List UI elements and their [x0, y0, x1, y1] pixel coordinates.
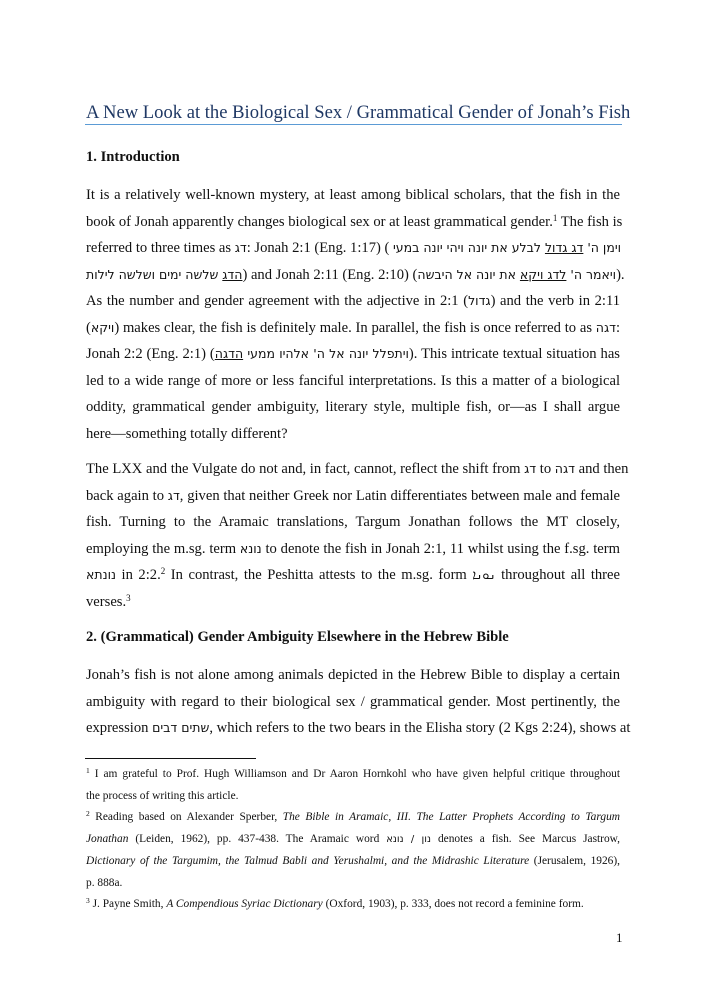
- footnote-ref: 2: [86, 809, 90, 819]
- text-run: p. 888a.: [86, 876, 123, 889]
- text-run: to denote the fish in Jonah 2:1, 11 whilst using the f.sg. term: [261, 540, 620, 557]
- underlined-text: הדג: [222, 266, 243, 282]
- text-run: ).: [616, 266, 625, 283]
- footnote-ref: 1: [86, 766, 90, 775]
- footnote-ref: 3: [86, 896, 90, 906]
- text-run: back again to: [86, 487, 168, 504]
- hebrew-text: דג: [234, 240, 247, 255]
- syriac-text: ܢܘܢܐ: [472, 567, 496, 582]
- hebrew-text: דגה: [554, 461, 575, 476]
- underlined-text: לדג ויקא: [519, 266, 567, 282]
- text-line: [86, 894, 620, 916]
- title-underline-rule: [85, 124, 622, 125]
- text-run: Reading based on Alexander Sperber,: [89, 811, 283, 824]
- text-run: (Jerusalem, 1926),: [529, 854, 621, 867]
- paragraph-2: [86, 456, 629, 615]
- text-run: The fish is: [557, 213, 623, 230]
- text-line: [86, 368, 620, 395]
- footnotes: [86, 764, 620, 916]
- underlined-text: דג גדול: [544, 240, 584, 255]
- text-run: referred to three times as: [86, 240, 235, 256]
- text-run: verses.: [86, 593, 127, 610]
- text-run: (Oxford, 1903), p. 333, does not record a feminine form.: [322, 898, 584, 911]
- text-line: [86, 536, 620, 563]
- text-line: [86, 209, 623, 236]
- footnote-ref: 1: [552, 212, 558, 223]
- text-run: throughout all three: [495, 567, 620, 583]
- text-run: :: [615, 319, 620, 336]
- text-line: [86, 341, 620, 368]
- section-heading-gender-ambiguity: 2. (Grammatical) Gender Ambiguity Elsewhere in the Hebrew Bible: [86, 629, 509, 645]
- footnote: [86, 807, 620, 894]
- hebrew-text: נונתא: [86, 567, 116, 582]
- text-run: : Jonah 2:1 (Eng. 1:17) (: [246, 240, 394, 256]
- text-line: [86, 873, 620, 895]
- text-line: [86, 421, 620, 448]
- text-line: [86, 483, 620, 510]
- text-run: ) and the verb in 2:11: [490, 293, 620, 309]
- text-line: [86, 262, 625, 289]
- text-run: ויאמר ה': [566, 266, 617, 282]
- hebrew-text: [393, 240, 621, 255]
- text-run: (Leiden, 1962), pp. 437-438. The Aramaic word: [128, 833, 387, 846]
- hebrew-text: דגה: [595, 319, 616, 335]
- hebrew-text: ויקא: [90, 319, 115, 335]
- italic-title: A Compendious Syriac Dictionary: [166, 898, 323, 911]
- footnote: [86, 894, 620, 916]
- text-run: employing the m.sg. term: [86, 540, 240, 557]
- text-run: , which refers to the two bears in the Elisha story (2 Kgs 2:24), shows at: [209, 720, 631, 736]
- hebrew-text: דג: [167, 487, 180, 503]
- text-run: It is a relatively well-known mystery, at least among biblical scholars, that the fish in the: [86, 187, 620, 203]
- paragraph-3: [86, 662, 631, 742]
- hebrew-text: [215, 346, 409, 361]
- text-run: , given that neither Greek nor Latin differentiates between male and female: [179, 487, 620, 504]
- text-run: לבלע את יונה ויהי יונה במעי: [393, 240, 545, 255]
- text-run: The LXX and the Vulgate do not and, in fact, cannot, reflect the shift from: [86, 461, 525, 477]
- text-run: denotes a fish. See Marcus Jastrow,: [431, 833, 620, 846]
- footnote-ref: 2: [160, 566, 166, 576]
- footnote-ref: 3: [126, 592, 131, 603]
- text-run: here—something totally different?: [86, 425, 288, 442]
- hebrew-text: גדול: [468, 293, 491, 308]
- hebrew-text: [86, 267, 242, 282]
- hebrew-text: [417, 267, 616, 282]
- text-run: Jonah’s fish is not alone among animals depicted in the Hebrew Bible to display a certain: [86, 667, 620, 683]
- text-line: [86, 589, 620, 616]
- text-run: and then: [574, 461, 629, 477]
- text-run: led to a wide range of more or less fanciful interpretations. Is this a matter of a biological: [86, 372, 620, 389]
- italic-title: Jonathan: [86, 833, 129, 846]
- footnote-separator: [85, 758, 256, 759]
- text-line: [86, 288, 620, 315]
- text-line: [86, 829, 620, 851]
- text-run: J. Payne Smith,: [89, 898, 167, 911]
- text-run: ) and Jonah 2:11 (Eng. 2:10) (: [242, 266, 418, 283]
- text-line: [86, 715, 631, 742]
- section-heading-introduction: 1. Introduction: [86, 149, 180, 165]
- text-run: As the number and gender agreement with the adjective in 2:1 (: [86, 293, 469, 309]
- text-run: ויתפלל יונה אל ה' אלהיו ממעי: [243, 346, 409, 361]
- text-run: expression: [86, 720, 153, 736]
- italic-title: Dictionary of the Targumim, the Talmud Babli and Yerushalmi, and the Midrashic Literature: [86, 854, 530, 867]
- page-number: 1: [616, 930, 623, 945]
- text-line: [86, 662, 620, 689]
- text-line: [86, 851, 620, 873]
- text-run: to: [536, 461, 555, 477]
- text-run: וימן ה': [583, 240, 622, 255]
- document-title: A New Look at the Biological Sex / Grammatical Gender of Jonah’s Fish: [86, 102, 631, 123]
- text-line: [86, 689, 620, 716]
- text-run: ). This intricate textual situation has: [408, 346, 620, 362]
- text-line: [86, 509, 620, 536]
- text-run: Jonah 2:2 (Eng. 2:1) (: [86, 346, 215, 362]
- text-run: oddity, grammatical gender ambiguity, literary style, multiple fish, or—as I shall argue: [86, 399, 620, 415]
- italic-title: The Bible in Aramaic, III. The Latter Prophets According to Targum: [282, 811, 620, 824]
- text-line: [86, 764, 620, 786]
- text-line: [86, 394, 620, 421]
- text-run: I am grateful to Prof. Hugh Williamson and Dr Aaron Hornkohl who have given helpful critique throughout: [89, 768, 620, 780]
- text-run: in 2:2.: [116, 567, 161, 583]
- text-run: (: [86, 319, 91, 336]
- text-run: In contrast, the Peshitta attests to the m.sg. form: [165, 567, 473, 583]
- text-run: book of Jonah apparently changes biological sex or at least grammatical gender.: [86, 213, 553, 230]
- paragraph-1: [86, 182, 625, 447]
- text-run: שלשה ימים ושלשה לילות: [86, 266, 223, 282]
- hebrew-text: נונא: [239, 540, 262, 556]
- text-run: ambiguity with regard to their biological sex / grammatical gender. Most pertinently, the: [86, 693, 620, 710]
- footnote: [86, 764, 620, 807]
- text-line: [86, 786, 620, 808]
- text-line: [86, 456, 629, 483]
- text-run: the process of writing this article.: [86, 789, 239, 802]
- text-line: [86, 562, 620, 589]
- text-run: את יונה אל היבשה: [417, 266, 520, 282]
- underlined-text: הדגה: [214, 346, 244, 361]
- text-line: [86, 182, 620, 209]
- text-run: ) makes clear, the fish is definitely male. In parallel, the fish is once referred to as: [114, 319, 596, 336]
- text-line: [86, 235, 620, 262]
- hebrew-text: נון / נונא: [386, 834, 432, 846]
- text-line: [86, 807, 620, 829]
- hebrew-text: שתים דבים: [152, 720, 210, 735]
- hebrew-text: דג: [524, 461, 537, 476]
- text-run: fish. Turning to the Aramaic translations, Targum Jonathan follows the MT closely,: [86, 514, 620, 530]
- text-line: [86, 315, 620, 342]
